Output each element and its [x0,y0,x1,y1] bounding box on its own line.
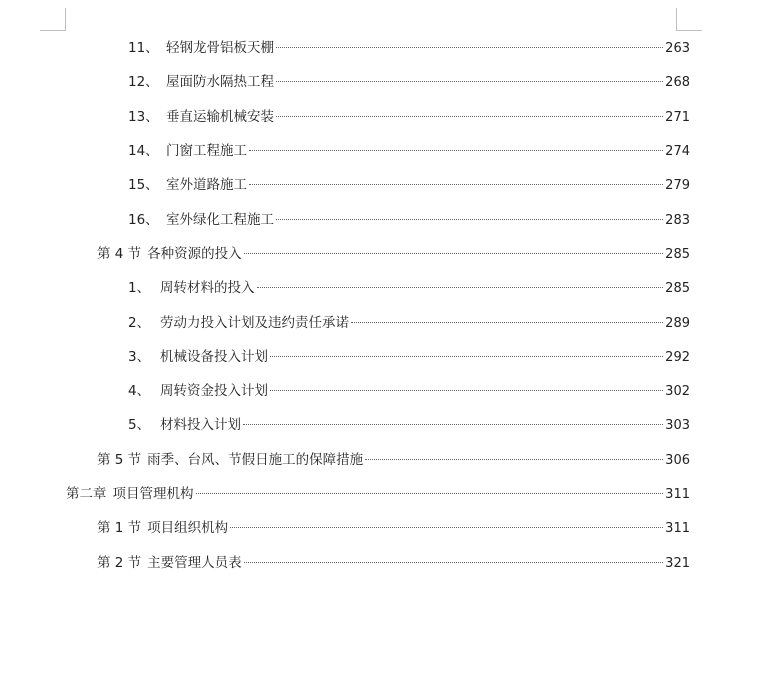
toc-entry-page: 285 [665,281,690,296]
toc-leader-dots [243,424,663,425]
toc-entry[interactable] [128,31,690,65]
toc-entry-page: 274 [665,144,690,159]
toc-entry[interactable] [128,134,690,168]
toc-leader-dots [276,116,663,117]
toc-entry[interactable] [128,408,690,442]
toc-leader-dots [249,184,663,185]
toc-entry-title: 室外绿化工程施工 [166,212,274,228]
toc-section[interactable] [97,511,690,545]
toc-entry-number: 5、 [128,417,151,433]
toc-leader-dots [270,390,663,391]
toc-chapter-number: 第二章 [66,486,107,502]
toc-entry[interactable] [128,100,690,134]
toc-entry-title: 劳动力投入计划及违约责任承诺 [160,315,349,331]
toc-entry-title: 室外道路施工 [166,177,247,193]
toc-leader-dots [244,562,664,563]
toc-leader-dots [276,81,663,82]
toc-entry-number: 13、 [128,109,159,125]
toc-entry-title: 周转材料的投入 [160,280,255,296]
toc-chapter-page: 311 [665,487,690,502]
toc-entry-title: 周转资金投入计划 [160,383,268,399]
margin-mark-top-right [676,8,702,31]
toc-entry-page: 268 [665,75,690,90]
toc-entry-page: 263 [665,41,690,56]
toc-entry-number: 3、 [128,349,151,365]
toc-entry-title: 垂直运输机械安装 [166,109,274,125]
toc-entry-title: 机械设备投入计划 [160,349,268,365]
toc-entry-number: 11、 [128,40,159,56]
toc-section-number: 第 4 节 [97,246,142,262]
toc-entry-number: 12、 [128,74,159,90]
toc-section[interactable] [97,546,690,580]
toc-entry-page: 283 [665,213,690,228]
toc-entry-page: 289 [665,316,690,331]
toc-section-page: 285 [665,247,690,262]
toc-entry-number: 15、 [128,177,159,193]
toc-entry-number: 16、 [128,212,159,228]
toc-leader-dots [276,47,663,48]
toc-section-title: 雨季、台风、节假日施工的保障措施 [147,452,364,468]
toc-section-number: 第 5 节 [97,452,142,468]
toc-leader-dots [365,459,663,460]
toc-section[interactable] [97,443,690,477]
toc-entry-number: 14、 [128,143,159,159]
toc-entry-title: 门窗工程施工 [166,143,247,159]
toc-chapter-title: 项目管理机构 [112,486,194,502]
toc-section-page: 311 [665,521,690,536]
toc-leader-dots [257,287,664,288]
margin-mark-top-left [40,8,66,31]
toc-entry-number: 2、 [128,315,151,331]
toc-entry-title: 屋面防水隔热工程 [166,74,274,90]
toc-entry-title: 轻钢龙骨铝板天棚 [166,40,274,56]
toc-entry-title: 材料投入计划 [160,417,241,433]
toc-entry[interactable] [128,168,690,202]
toc-leader-dots [270,356,663,357]
toc-leader-dots [351,322,663,323]
toc-entry[interactable] [128,374,690,408]
toc-entry-number: 1、 [128,280,151,296]
toc-entry[interactable] [128,203,690,237]
toc-entry[interactable] [128,271,690,305]
toc-entry-page: 279 [665,178,690,193]
toc-entry[interactable] [128,306,690,340]
toc-entry-page: 303 [665,418,690,433]
toc-chapter[interactable] [66,477,690,511]
toc-leader-dots [244,253,664,254]
toc-leader-dots [249,150,663,151]
toc-section-number: 第 2 节 [97,555,142,571]
toc-entry[interactable] [128,65,690,99]
toc-section-title: 项目组织机构 [147,520,229,536]
toc-section-number: 第 1 节 [97,520,142,536]
toc-section-page: 321 [665,556,690,571]
toc-section[interactable] [97,237,690,271]
toc-entry-number: 4、 [128,383,151,399]
toc-entry-page: 271 [665,110,690,125]
toc-leader-dots [196,493,664,494]
toc-entry[interactable] [128,340,690,374]
toc-section-page: 306 [665,453,690,468]
toc-section-title: 主要管理人员表 [147,555,242,571]
toc-section-title: 各种资源的投入 [147,246,242,262]
toc-leader-dots [276,219,663,220]
toc-leader-dots [230,527,663,528]
toc-entry-page: 302 [665,384,690,399]
toc-entry-page: 292 [665,350,690,365]
